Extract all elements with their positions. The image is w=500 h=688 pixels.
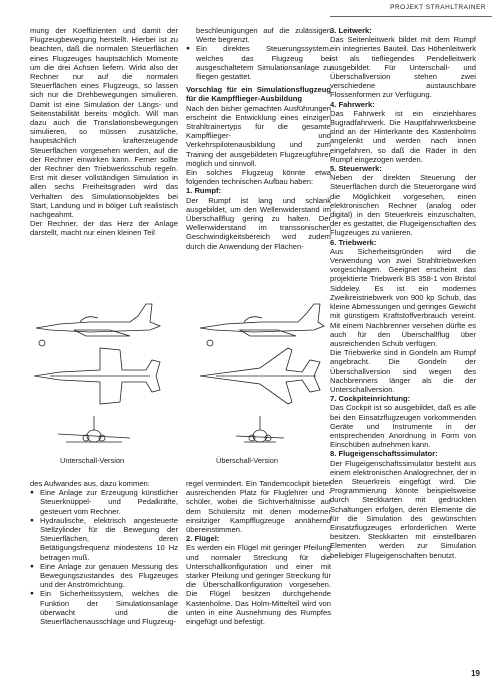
section-heading: 7. Cockpiteinrichtung: — [330, 394, 411, 404]
column-1-bottom — [30, 479, 178, 626]
bullet-list — [186, 44, 331, 81]
paragraph: Der Rechner, der das Herz der Anlage darstellt, macht nur einen kleinen Teil — [30, 219, 178, 238]
paragraph: regel vermindert. Ein Tandemcockpit bietet ausreichenden Platz für Fluglehrer und -schüler, wobei die Sichtverhältnisse auf dem Schülersitz mit denen moderner einsitziger Kampfflugzeuge annähernd übereinstimmen. — [186, 479, 331, 535]
figure-caption-supersonic: Überschall-Version — [216, 456, 279, 465]
list-item: ● Eine Anlage zur genauen Messung des Bewegungszustandes des Flugzeuges und der Anströmrichtung. — [30, 562, 178, 590]
section-heading: 8. Flugeigenschaftssimulator: — [330, 449, 438, 459]
section-heading: 5. Steuerwerk: — [330, 164, 382, 174]
section-heading: 2. Flügel: — [186, 534, 220, 544]
paragraph: Der Rumpf ist lang und schlank ausgebildet, um den Wellenwiderstand im Überschallflug gering zu halten. Der Wellenwiderstand im transsonischen Geschwindigkeitsbereich wird zudem durch die Anwendung der Flächen- — [186, 195, 331, 251]
column-2-top — [186, 26, 331, 251]
list-item: ● Eine Anlage zur Erzeugung künstlicher Steuerknüppel- und Pedalkräfte, gesteuert vom Rechner. — [30, 488, 178, 516]
page-number: 19 — [471, 669, 480, 678]
page-header — [330, 4, 492, 17]
column-3 — [330, 26, 476, 560]
section-heading: Vorschlag für ein Simulationsflugzeug für die Kampfflieger-Ausbildung — [186, 85, 331, 104]
paragraph: Es werden ein Flügel mit geringer Pfeilung und normaler Streckung für die Unterschallkonfiguration und einer mit starker Pfeilung und geringer Streckung für die Überschallkonfiguration vorgesehen. Die Flügel besitzen durchgehende Kastenholme. Das Holm-Mittelteil wird von unten in eine Ausnehmung des Rumpfes eingefügt und befestigt. — [186, 543, 331, 627]
column-2-bottom — [186, 479, 331, 626]
paragraph: Das Seitenleitwerk bildet mit dem Rumpf ein integriertes Bauteil. Das Höhenleitwerk ist als tiefliegendes Pendelleitwerk ausgebildet. Für Unterschall- und Überschallversion stehen zwei verschiedene austauschbare Flossenformen zur Verfügung. — [330, 35, 476, 100]
column-1-top — [30, 26, 178, 238]
top-view-supersonic — [200, 348, 320, 404]
list-item: ● Ein Sicherheitssystem, welches die Funktion der Simulationsanlage überwacht und die Steuerflächenausschläge und Flugzeug- — [30, 589, 178, 626]
bullet-list — [30, 488, 178, 626]
paragraph: Das Fahrwerk ist ein einziehbares Bugradfahrwerk. Die Hauptfahrwerksbeine sind an der Hinterkante des Kastenholms angelenkt und werden nach innen eingefahren, so daß die Räder in den Rumpf eingezogen werden. — [330, 108, 476, 164]
section-heading: 1. Rumpf: — [186, 186, 222, 196]
aircraft-drawings — [30, 296, 326, 476]
paragraph: Nach den bisher gemachten Ausführungen erscheint die Entwicklung eines einzigen Strahltrainertyps für die gesamte Kampfflieger- und Verkehrspilotenausbildung und zum Training der ausgebildeten Flugzeugführer möglich und sinnvoll. — [186, 103, 331, 168]
side-view-supersonic — [200, 304, 324, 346]
list-item: ● Ein direktes Steuerungssystem, welches das Flugzeug bei ausgeschaltetem Simulationsanlage zu fliegen gestattet. — [186, 44, 331, 81]
paragraph: beschleunigungen auf die zulässigen Werte begrenzt. — [196, 26, 331, 45]
front-view-subsonic — [58, 416, 130, 442]
section-heading: 3. Leitwerk: — [330, 26, 372, 35]
paragraph: Neben der direkten Steuerung der Steuerflächen durch die Steuerorgane wird die Möglichkeit vorgesehen, einen elektronischen Rechner (analog oder digital) in den Steuerkreis einzuschalten, der es gestattet, die Flugeigenschaften des Flugzeuges zu variieren. — [330, 173, 476, 238]
paragraph: Das Cockpit ist so ausgebildet, daß es alle bei den Einsatzflugzeugen vorkommenden Geräte und Instrumente in der entsprechenden Anordnung in Form von Einschüben aufnehmen kann. — [330, 403, 476, 450]
paragraph: Der Flugeigenschaftssimulator besteht aus einem elektronischen Analogrechner, der in den Steuerkreis eingefügt wird. Die Programmierung könnte beispielsweise durch Steckkarten mit gedruckten Schaltungen erfolgen, deren Elemente die für die Simulation des gewünschten Einsatzflugzeuges erforderlichen Werte besitzen. Steckkarten mit einstellbaren Elementen werden zur Simulation beliebiger Flugeigenschaften benutzt. — [330, 458, 476, 560]
section-heading: 4. Fahrwerk: — [330, 99, 375, 109]
top-view-subsonic — [34, 348, 160, 404]
aircraft-figure — [30, 296, 326, 476]
paragraph: Aus Sicherheitsgründen wird die Verwendung von zwei Strahltriebwerken vorgeschlagen. Geeignet erscheint das projektierte Triebwerk BS 358-1 von Bristol Siddeley. Es ist ein modernes Zweikreistriebwerk von 900 kp Schub, das kleine Abmessungen und geringes Gewicht mit günstigem Kraftstoffverbrauch vereint. Mit einem Nachbrenner versehen dürfte es auch für den Überschallflug über ausreichenden Schub verfügen. — [330, 246, 476, 348]
figure-caption-subsonic: Unterschall-Version — [60, 456, 125, 465]
paragraph: Ein solches Flugzeug könnte etwa folgenden technischen Aufbau haben: — [186, 168, 331, 187]
list-item: ● Hydraulische, elektrisch angesteuerte Stellzylinder für die Bewegung der Steuerflächen, deren Betätigungsfrequenz mindestens 10 Hz betragen muß. — [30, 516, 178, 562]
section-heading: 6. Triebwerk: — [330, 237, 377, 247]
paragraph: des Aufwandes aus, dazu kommen: — [30, 479, 150, 488]
side-view-subsonic — [36, 304, 160, 346]
paragraph: Die Triebwerke sind in Gondeln am Rumpf angebracht. Die Gondeln der Überschallversion sind wegen des Nachbrenners länger als die der Unterschallversion. — [330, 348, 476, 394]
paragraph: mung der Koeffizienten und damit der Flugzeugbewegung herstellt. Hierbei ist zu beachten, daß die normalen Steuerflächen eines Flugzeuges hauptsächlich Momente um die drei Achsen liefern. Wirkt also der Rechner nur auf die normalen Steuerflächen eines Flugzeugs, so lassen sich nur die Drehbewegungen simulieren. Damit ist eine Simulation der Längs- und Seitenstabilität bereits möglich. Will man dazu auch die Translationsbewegungen simulieren, so müssen zusätzliche, hauptsächlich krafterzeugende Steuerflächen vorgesehen werden, auf die der Rechner einwirken kann. Ferner sollte der Rechner den Triebwerksschub regeln. Erst mit dieser vollständigen Simulation in allen sechs Freiheitsgraden wird das Verhalten des Simulationsobjektes bei Start, Landung und in böiger Luft realistisch nachgeahmt. — [30, 26, 178, 220]
front-view-supersonic — [236, 416, 284, 442]
page-header-label: PROJEKT STRAHLTRAINER — [390, 4, 486, 11]
